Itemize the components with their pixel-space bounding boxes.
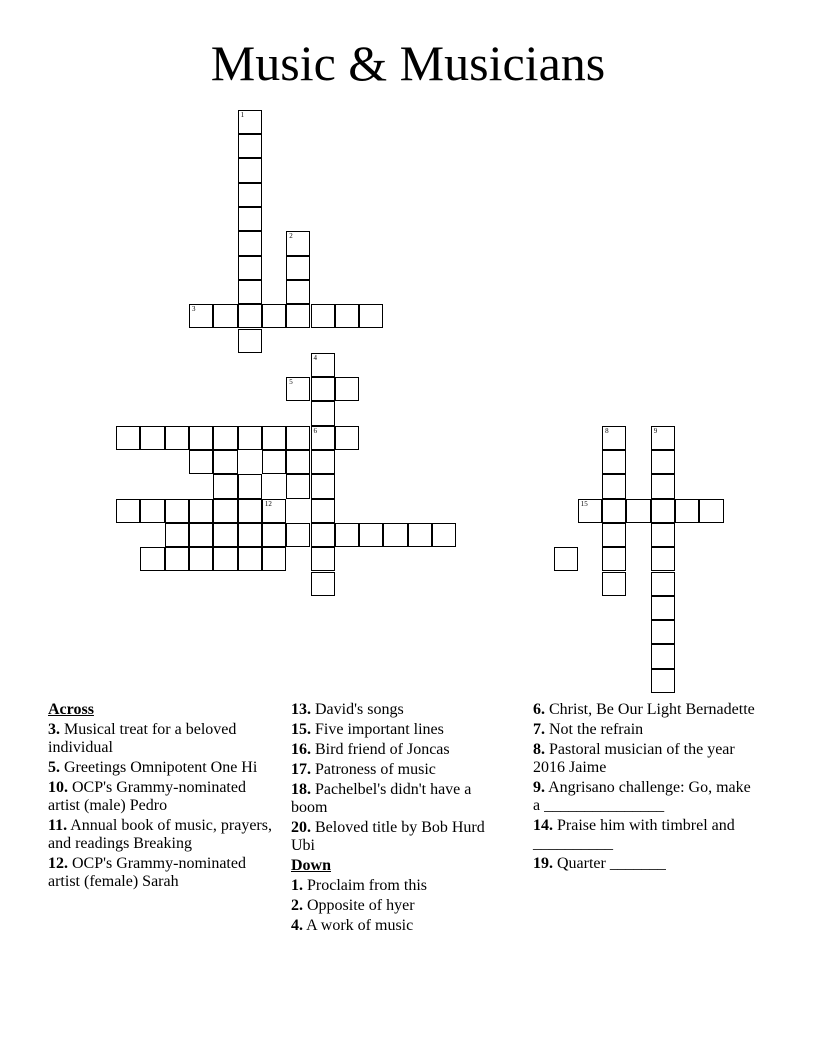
grid-cell[interactable] [140, 547, 164, 571]
grid-cell[interactable] [238, 110, 262, 134]
clue-number-label: 14. [533, 817, 553, 834]
grid-cell[interactable] [651, 620, 675, 644]
clue-number-label: 19. [533, 855, 553, 872]
grid-cell[interactable] [213, 547, 237, 571]
grid-cell[interactable] [189, 547, 213, 571]
clue-text: Musical treat for a beloved individual [48, 721, 237, 756]
across-heading: Across [48, 701, 94, 718]
grid-cell[interactable] [311, 474, 335, 498]
clue-number: 12 [264, 499, 272, 508]
grid-cell[interactable] [165, 426, 189, 450]
grid-cell[interactable] [286, 280, 310, 304]
grid-cell[interactable] [238, 207, 262, 231]
clue-number: 9 [653, 426, 658, 435]
clue-number: 3 [192, 305, 196, 314]
grid-cell[interactable] [189, 426, 213, 450]
clue-text: OCP's Grammy-nominated artist (female) Sarah [48, 855, 246, 890]
grid-cell[interactable] [116, 426, 140, 450]
clue-item [533, 721, 758, 739]
grid-cell[interactable] [311, 353, 335, 377]
grid-cell[interactable] [602, 523, 626, 547]
clue-text: Pachelbel's didn't have a boom [291, 781, 472, 816]
grid-cell[interactable] [189, 523, 213, 547]
clue-text: Five important lines [315, 721, 444, 738]
down-clue-list-continued [533, 701, 758, 873]
grid-cell[interactable] [651, 547, 675, 571]
grid-cell[interactable] [286, 523, 310, 547]
clues-column-3 [533, 701, 758, 875]
clue-item [291, 761, 511, 779]
grid-cell[interactable] [602, 426, 626, 450]
clue-item [291, 721, 511, 739]
grid-cell[interactable] [651, 523, 675, 547]
grid-cell[interactable] [311, 426, 335, 450]
clue-item [533, 855, 758, 873]
grid-cell[interactable] [140, 426, 164, 450]
grid-cell[interactable] [651, 596, 675, 620]
clue-text: Christ, Be Our Light Bernadette [549, 701, 755, 718]
grid-cell[interactable] [311, 304, 335, 328]
grid-cell[interactable] [238, 426, 262, 450]
clue-item [533, 741, 758, 777]
clue-text: Praise him with timbrel and __________ [533, 817, 735, 852]
grid-cell[interactable] [651, 499, 675, 523]
grid-cell[interactable] [626, 499, 650, 523]
grid-cell[interactable] [675, 499, 699, 523]
clue-number: 1 [240, 110, 245, 119]
grid-cell[interactable] [311, 450, 335, 474]
clues-column-1 [48, 701, 280, 893]
clue-text: David's songs [315, 701, 404, 718]
grid-cell[interactable] [238, 304, 262, 328]
clue-number-label: 13. [291, 701, 311, 718]
clue-text: Not the refrain [549, 721, 644, 738]
clue-number-label: 4. [291, 917, 303, 934]
clue-number-label: 9. [533, 779, 545, 796]
clue-number: 5 [289, 378, 293, 387]
across-clue-list [48, 721, 280, 891]
grid-cell[interactable] [262, 426, 286, 450]
grid-cell[interactable] [359, 523, 383, 547]
clue-item [533, 779, 758, 815]
clue-number-label: 17. [291, 761, 311, 778]
grid-cell[interactable] [189, 450, 213, 474]
grid-cell[interactable] [651, 572, 675, 596]
grid-cell[interactable] [213, 450, 237, 474]
clue-item [291, 781, 511, 817]
clue-number: 6 [313, 426, 317, 435]
grid-cell[interactable] [554, 547, 578, 571]
grid-cell[interactable] [286, 426, 310, 450]
grid-cell[interactable] [311, 572, 335, 596]
clue-text: Beloved title by Bob Hurd Ubi [291, 819, 485, 854]
grid-cell[interactable] [189, 304, 213, 328]
grid-cell[interactable] [335, 523, 359, 547]
grid-cell[interactable] [432, 523, 456, 547]
grid-cell[interactable] [262, 523, 286, 547]
grid-cell[interactable] [262, 304, 286, 328]
grid-cell[interactable] [335, 377, 359, 401]
grid-cell[interactable] [311, 499, 335, 523]
clue-number: 2 [289, 232, 293, 241]
down-clue-list [291, 877, 511, 935]
grid-cell[interactable] [311, 377, 335, 401]
clue-number-label: 16. [291, 741, 311, 758]
clue-number-label: 7. [533, 721, 545, 738]
down-heading: Down [291, 857, 332, 874]
clue-text: Opposite of hyer [307, 897, 415, 914]
grid-cell[interactable] [311, 523, 335, 547]
grid-cell[interactable] [286, 256, 310, 280]
clue-item [533, 817, 758, 853]
grid-cell[interactable] [699, 499, 723, 523]
clue-number-label: 6. [533, 701, 545, 718]
grid-cell[interactable] [238, 474, 262, 498]
clue-item [48, 759, 280, 777]
clue-text: Bird friend of Joncas [315, 741, 450, 758]
grid-cell[interactable] [140, 499, 164, 523]
grid-cell[interactable] [602, 499, 626, 523]
clue-number-label: 15. [291, 721, 311, 738]
clue-number-label: 10. [48, 779, 68, 796]
clue-number: 4 [313, 353, 317, 362]
grid-cell[interactable] [213, 499, 237, 523]
grid-cell[interactable] [286, 450, 310, 474]
clue-item [48, 721, 280, 757]
clue-number-label: 1. [291, 877, 303, 894]
puzzle-title: Music & Musicians [210, 35, 606, 91]
clue-number-label: 20. [291, 819, 311, 836]
grid-cell[interactable] [651, 669, 675, 693]
clue-item [48, 817, 280, 853]
clue-item [291, 897, 511, 915]
grid-cell[interactable] [238, 134, 262, 158]
clues-column-2 [291, 701, 511, 937]
clue-text: Patroness of music [315, 761, 436, 778]
clue-item [533, 701, 758, 719]
grid-cell[interactable] [238, 329, 262, 353]
clue-item [291, 819, 511, 855]
grid-cell[interactable] [651, 426, 675, 450]
grid-cell[interactable] [651, 450, 675, 474]
clue-item [48, 779, 280, 815]
clue-number-label: 3. [48, 721, 60, 738]
across-clue-list-continued [291, 701, 511, 855]
grid-cell[interactable] [383, 523, 407, 547]
grid-cell[interactable] [335, 304, 359, 328]
grid-cell[interactable] [213, 426, 237, 450]
grid-cell[interactable] [213, 523, 237, 547]
grid-cell[interactable] [238, 499, 262, 523]
grid-cell[interactable] [165, 499, 189, 523]
grid-cell[interactable] [238, 523, 262, 547]
grid-cell[interactable] [602, 547, 626, 571]
grid-cell[interactable] [189, 499, 213, 523]
clue-item [291, 701, 511, 719]
clue-number-label: 12. [48, 855, 68, 872]
grid-cell[interactable] [286, 377, 310, 401]
grid-cell[interactable] [262, 547, 286, 571]
grid-cell[interactable] [238, 183, 262, 207]
clue-item [48, 855, 280, 891]
clue-item [291, 741, 511, 759]
clue-text: Quarter _______ [557, 855, 666, 872]
grid-cell[interactable] [651, 644, 675, 668]
grid-cell[interactable] [335, 426, 359, 450]
grid-cell[interactable] [651, 474, 675, 498]
clue-text: A work of music [306, 917, 414, 934]
clue-number-label: 18. [291, 781, 311, 798]
clue-text: Pastoral musician of the year 2016 Jaime [533, 741, 735, 776]
grid-cell[interactable] [408, 523, 432, 547]
clue-text: OCP's Grammy-nominated artist (male) Pedro [48, 779, 246, 814]
grid-cell[interactable] [286, 474, 310, 498]
clue-text: Annual book of music, prayers, and readings Breaking [48, 817, 272, 852]
grid-cell[interactable] [286, 304, 310, 328]
clue-text: Angrisano challenge: Go, make a _______________ [533, 779, 751, 814]
grid-cell[interactable] [262, 499, 286, 523]
grid-cell[interactable] [578, 499, 602, 523]
clue-number: 8 [605, 426, 609, 435]
grid-cell[interactable] [359, 304, 383, 328]
clue-number: 15 [580, 499, 588, 508]
clue-number-label: 8. [533, 741, 545, 758]
grid-cell[interactable] [238, 256, 262, 280]
grid-cell[interactable] [602, 450, 626, 474]
grid-cell[interactable] [602, 474, 626, 498]
clue-text: Greetings Omnipotent One Hi [64, 759, 258, 776]
grid-cell[interactable] [238, 547, 262, 571]
clue-number-label: 5. [48, 759, 60, 776]
grid-cell[interactable] [311, 401, 335, 425]
grid-cell[interactable] [116, 499, 140, 523]
clue-number-label: 2. [291, 897, 303, 914]
clue-text: Proclaim from this [307, 877, 427, 894]
grid-cell[interactable] [165, 523, 189, 547]
grid-cell[interactable] [213, 304, 237, 328]
grid-cell[interactable] [165, 547, 189, 571]
grid-cell[interactable] [238, 158, 262, 182]
grid-cell[interactable] [238, 231, 262, 255]
clue-item [291, 917, 511, 935]
grid-cell[interactable] [238, 280, 262, 304]
grid-cell[interactable] [602, 572, 626, 596]
clue-item [291, 877, 511, 895]
grid-cell[interactable] [213, 474, 237, 498]
grid-cell[interactable] [262, 450, 286, 474]
grid-cell[interactable] [311, 547, 335, 571]
grid-cell[interactable] [286, 231, 310, 255]
clue-number-label: 11. [48, 817, 68, 834]
